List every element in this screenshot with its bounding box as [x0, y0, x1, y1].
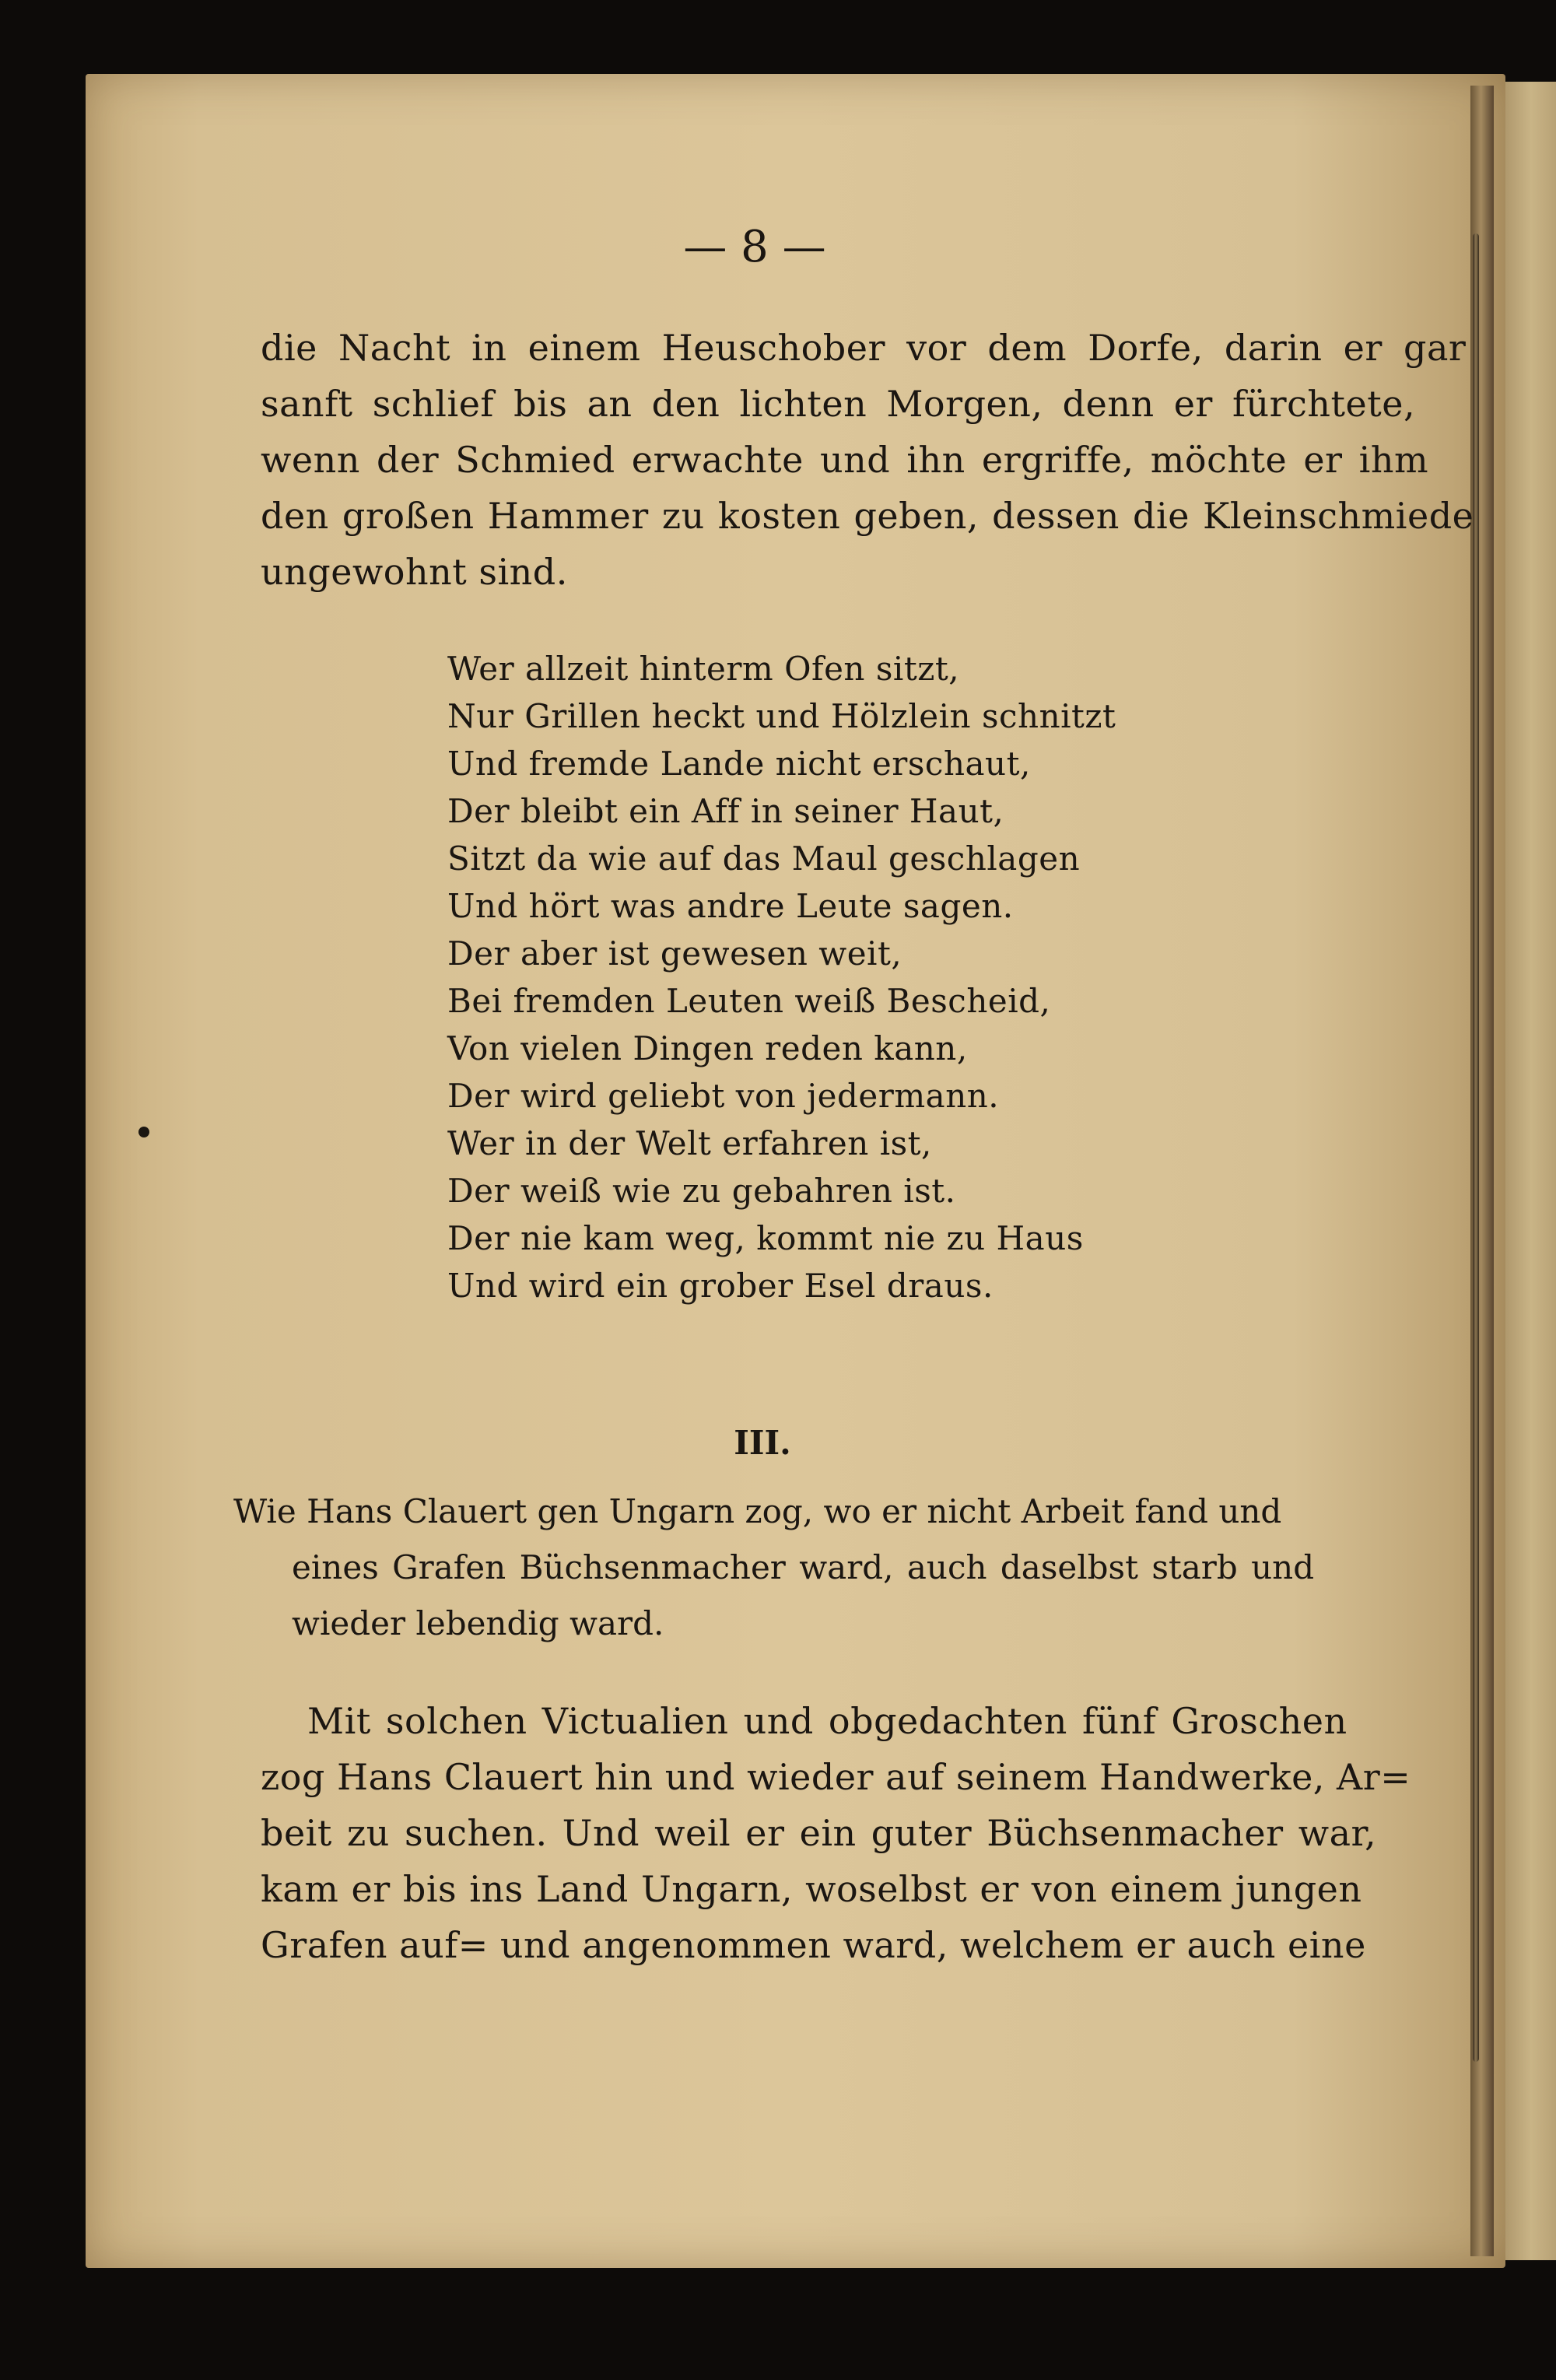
paragraph-line: die Nacht in einem Heuschober vor dem Dorfe, darin er gar — [261, 327, 1467, 369]
paragraph-line: Mit solchen Victualien und obgedachten fünf Groschen — [307, 1700, 1347, 1742]
paragraph-line: zog Hans Clauert hin und wieder auf seinem Handwerke, Ar= — [261, 1756, 1411, 1798]
chapter-heading-line: wieder lebendig ward. — [292, 1604, 664, 1642]
verse-line: Wer allzeit hinterm Ofen sitzt, — [447, 650, 960, 688]
chapter-number: III. — [734, 1424, 791, 1462]
paragraph-line: sanft schlief bis an den lichten Morgen, denn er fürchtete, — [261, 383, 1416, 425]
verse-line: Und hört was andre Leute sagen. — [447, 887, 1014, 925]
paragraph-line: beit zu suchen. Und weil er ein guter Büchsenmacher war, — [261, 1812, 1377, 1854]
paragraph-line: Grafen auf= und angenommen ward, welchem er auch eine — [261, 1924, 1366, 1966]
paragraph-line: ungewohnt sind. — [261, 551, 568, 593]
verse-line: Und wird ein grober Esel draus. — [447, 1267, 994, 1305]
verse-line: Von vielen Dingen reden kann, — [447, 1029, 968, 1067]
verse-line: Sitzt da wie auf das Maul geschlagen — [447, 839, 1081, 878]
verse-line: Der weiß wie zu gebahren ist. — [447, 1172, 956, 1210]
paragraph-line: wenn der Schmied erwachte und ihn ergriffe, möchte er ihm — [261, 439, 1429, 481]
verse-line: Der nie kam weg, kommt nie zu Haus — [447, 1219, 1084, 1257]
ink-spot — [138, 1127, 149, 1137]
paragraph-line: kam er bis ins Land Ungarn, woselbst er von einem jungen — [261, 1868, 1362, 1910]
verse-line: Und fremde Lande nicht erschaut, — [447, 745, 1031, 783]
verse-line: Bei fremden Leuten weiß Bescheid, — [447, 982, 1051, 1020]
verse-line: Der bleibt ein Aff in seiner Haut, — [447, 792, 1004, 830]
page-number: — 8 — — [683, 222, 826, 272]
verse-line: Wer in der Welt erfahren ist, — [447, 1124, 932, 1162]
paragraph-line: den großen Hammer zu kosten geben, dessen die Kleinschmiede — [261, 495, 1474, 537]
verse-line: Der aber ist gewesen weit, — [447, 934, 902, 973]
verse-line: Der wird geliebt von jedermann. — [447, 1077, 1000, 1115]
chapter-heading-line: eines Grafen Büchsenmacher ward, auch daselbst starb und — [292, 1548, 1315, 1586]
verse-line: Nur Grillen heckt und Hölzlein schnitzt — [447, 697, 1116, 735]
chapter-heading-line: Wie Hans Clauert gen Ungarn zog, wo er nicht Arbeit fand und — [233, 1492, 1282, 1530]
